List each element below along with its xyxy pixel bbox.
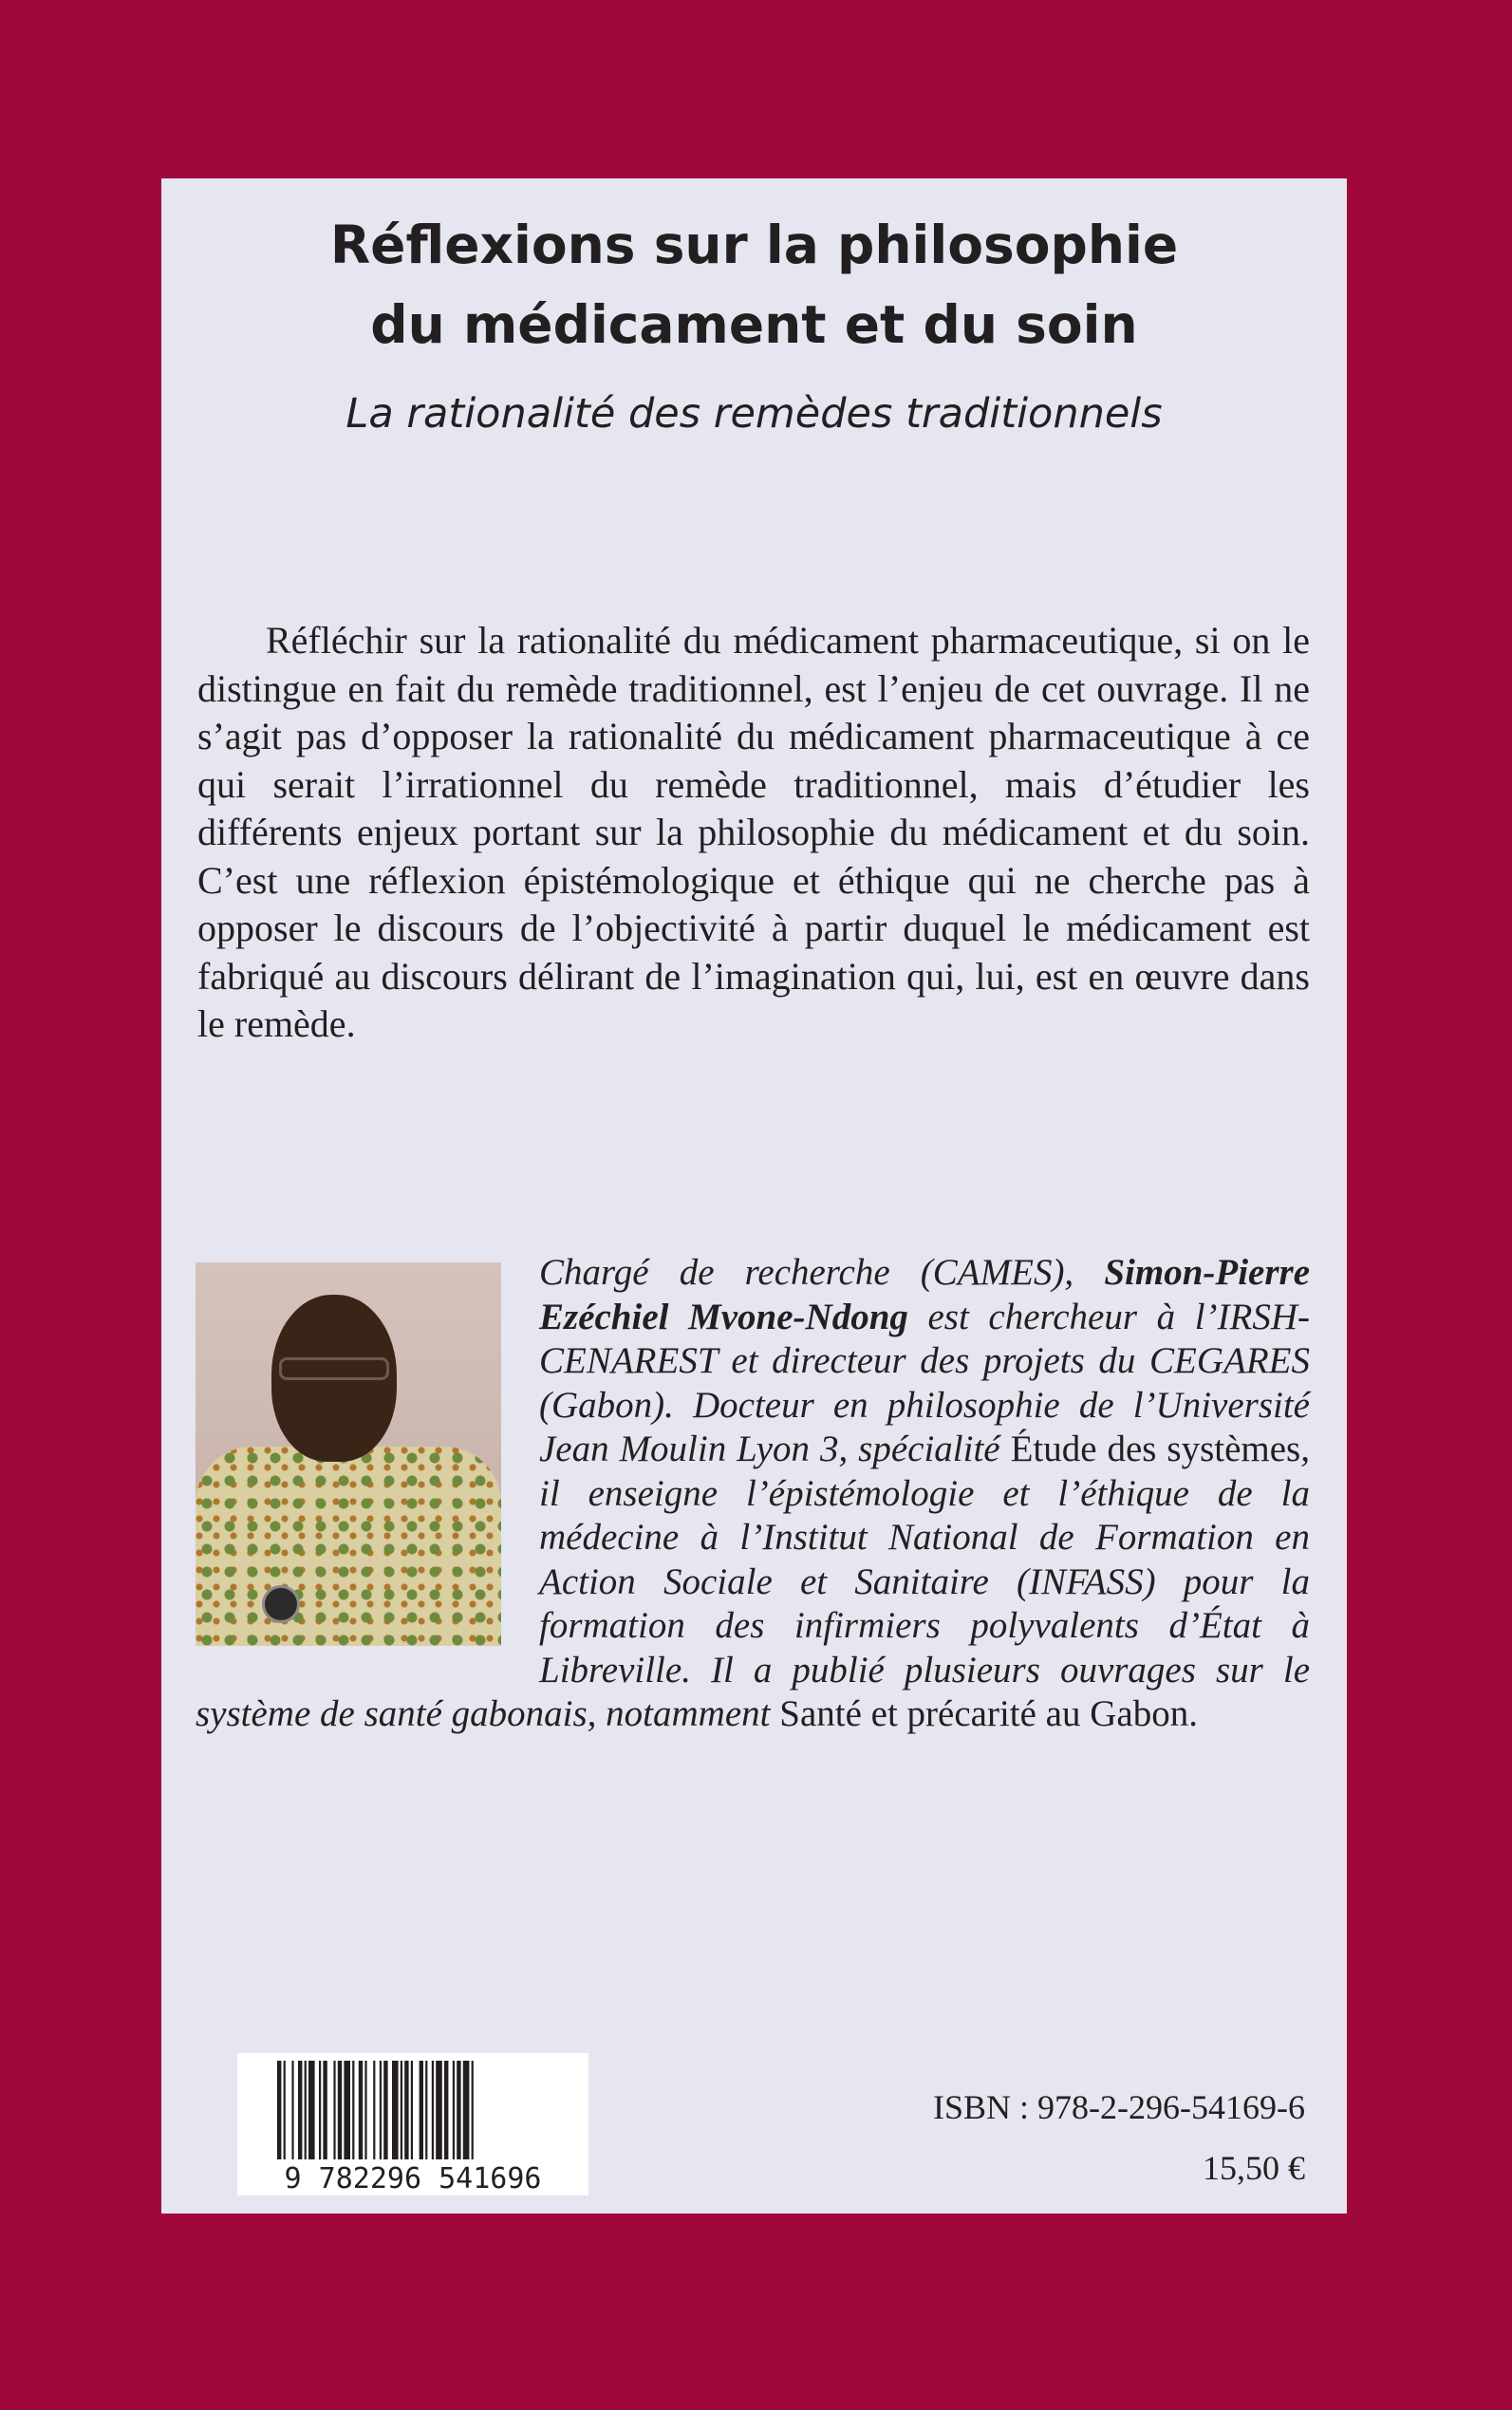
barcode-bar	[298, 2061, 302, 2159]
barcode-bar	[432, 2061, 434, 2159]
price-label: 15,50 €	[1203, 2149, 1305, 2187]
barcode-bar	[291, 2061, 293, 2159]
title-line-2: du médicament et du soin	[370, 294, 1138, 355]
barcode-bar	[364, 2061, 366, 2159]
barcode-bar	[338, 2061, 342, 2159]
barcode-bar	[323, 2061, 327, 2159]
back-cover-panel	[161, 178, 1347, 2214]
barcode-bar	[359, 2061, 363, 2159]
barcode-bar	[319, 2061, 321, 2159]
barcode-bar	[404, 2061, 408, 2159]
barcode-bar	[305, 2061, 307, 2159]
barcode-bar	[425, 2061, 427, 2159]
author-photo	[196, 1262, 501, 1646]
barcode-bar	[401, 2061, 402, 2159]
bio-text-1: Chargé de recherche (CAMES),	[539, 1252, 1105, 1293]
author-name: Simon-Pierre Ezéchiel Mvone-Ndong	[539, 1252, 1310, 1337]
bio-text-2: est chercheur à l’IRSH-CENAREST et directeur des projets du CEGARES (Gabon). Docteur en philosophie de l’Université Jean Moulin Lyon 3, spécialité	[539, 1296, 1310, 1469]
barcode-bar	[411, 2061, 413, 2159]
author-section	[196, 1251, 1310, 1737]
barcode-bar	[352, 2061, 354, 2159]
barcode-bar	[444, 2061, 448, 2159]
barcode-bar	[277, 2061, 281, 2159]
bio-specialty: Étude des systèmes	[1010, 1429, 1301, 1469]
barcode-bar	[333, 2061, 335, 2159]
barcode-bar	[383, 2061, 387, 2159]
title-line-1: Réflexions sur la philosophie	[329, 215, 1179, 275]
isbn-label: ISBN : 978-2-296-54169-6	[933, 2088, 1305, 2126]
barcode-bar	[380, 2061, 382, 2159]
barcode-bar	[472, 2061, 474, 2159]
photo-glasses	[279, 1357, 389, 1380]
barcode-bar	[457, 2061, 460, 2159]
barcode-digits: 9 782296 541696	[284, 2162, 542, 2195]
bio-text-3: , il enseigne l’épistémologie et l’éthique de la médecine à l’Institut National de Formation en Action Sociale et Sanitaire (INFASS) pour la formation des infirmiers polyvalents d’État à Libreville. Il a publié plusieurs ouvrages sur le système de santé gabonais, notamment	[196, 1429, 1310, 1734]
barcode-bar	[284, 2061, 286, 2159]
photo-shirt	[196, 1447, 501, 1646]
summary-paragraph: Réfléchir sur la rationalité du médicament pharmaceutique, si on le distingue en fait du remède traditionnel, est l’enjeu de cet ouvrage. Il ne s’agit pas d’opposer la rationalité du médicament pharmaceutique à ce qui serait l’irrationnel du remède traditionnel, mais d’étudier les différents enjeux portant sur la philosophie du médicament et du soin. C’est une réflexion épistémologique et éthique qui ne cherche pas à opposer le discours de l’objectivité à partir duquel le médicament est fabriqué au discours délirant de l’imagination qui, lui, est en œuvre dans le remède.	[197, 619, 1310, 1045]
book-title	[161, 205, 1347, 364]
barcode-bar	[463, 2061, 470, 2159]
barcode-bar	[436, 2061, 442, 2159]
barcode	[237, 2053, 588, 2195]
barcode-bar	[344, 2061, 350, 2159]
barcode-bar	[392, 2061, 399, 2159]
book-subtitle: La rationalité des remèdes traditionnels	[345, 390, 1163, 438]
photo-watch	[262, 1585, 300, 1623]
barcode-bar	[420, 2061, 423, 2159]
barcode-bar	[308, 2061, 315, 2159]
barcode-bar	[453, 2061, 455, 2159]
bio-book-title: Santé et précarité au Gabon.	[779, 1693, 1198, 1734]
barcode-bar	[373, 2061, 375, 2159]
